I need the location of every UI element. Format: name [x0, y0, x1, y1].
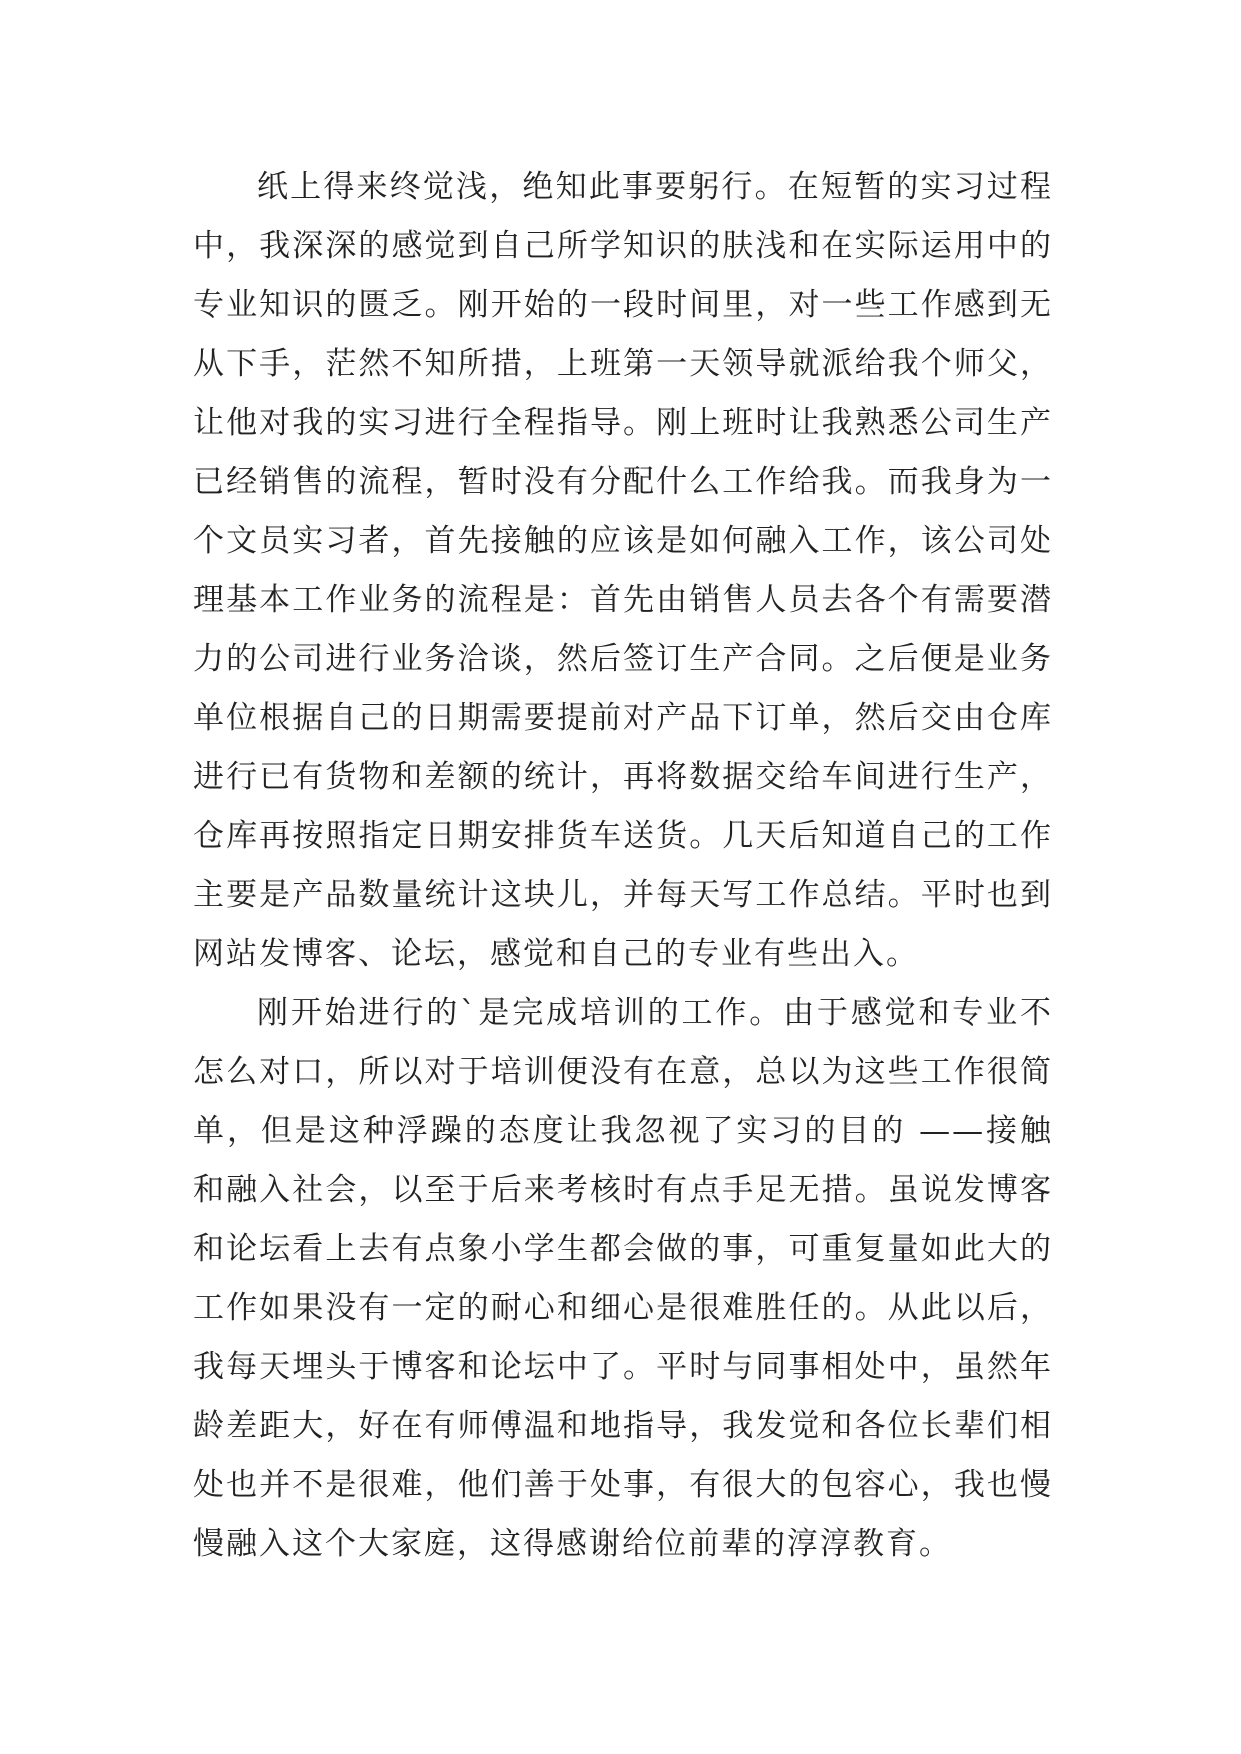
text-line: 纸上得来终觉浅，绝知此事要躬行。在短暂的实习过程: [257, 169, 1053, 205]
text-line: 单，但是这种浮躁的态度让我忽视了实习的目的 ——接触: [193, 1113, 1053, 1149]
text-line: 我每天埋头于博客和论坛中了。平时与同事相处中，虽然年: [193, 1349, 1053, 1385]
text-line: 慢融入这个大家庭，这得感谢给位前辈的淳淳教育。: [193, 1526, 952, 1562]
text-line: 已经销售的流程，暂时没有分配什么工作给我。而我身为一: [193, 464, 1053, 500]
text-line: 让他对我的实习进行全程指导。刚上班时让我熟悉公司生产: [193, 405, 1053, 441]
text-line: 从下手，茫然不知所措，上班第一天领导就派给我个师父，: [193, 346, 1053, 382]
text-line: 和融入社会，以至于后来考核时有点手足无措。虽说发博客: [193, 1172, 1053, 1208]
text-line: 中，我深深的感觉到自己所学知识的肤浅和在实际运用中的: [193, 228, 1053, 264]
text-line: 仓库再按照指定日期安排货车送货。几天后知道自己的工作: [193, 818, 1053, 854]
text-line: 主要是产品数量统计这块儿，并每天写工作总结。平时也到: [193, 877, 1053, 913]
text-line: 网站发博客、论坛，感觉和自己的专业有些出入。: [193, 936, 919, 972]
paragraph: [193, 158, 1053, 984]
text-line: 龄差距大，好在有师傅温和地指导，我发觉和各位长辈们相: [193, 1408, 1053, 1444]
text-line: 处也并不是很难，他们善于处事，有很大的包容心，我也慢: [193, 1467, 1053, 1503]
text-line: 单位根据自己的日期需要提前对产品下订单，然后交由仓库: [193, 700, 1053, 736]
text-line: 理基本工作业务的流程是：首先由销售人员去各个有需要潜: [193, 582, 1053, 618]
text-line: 怎么对口，所以对于培训便没有在意，总以为这些工作很简: [193, 1054, 1053, 1090]
text-line: 力的公司进行业务洽谈，然后签订生产合同。之后便是业务: [193, 641, 1053, 677]
text-line: 和论坛看上去有点象小学生都会做的事，可重复量如此大的: [193, 1231, 1053, 1267]
text-line: 专业知识的匮乏。刚开始的一段时间里，对一些工作感到无: [193, 287, 1053, 323]
text-line: 刚开始进行的`是完成培训的工作。由于感觉和专业不: [257, 995, 1053, 1031]
body-text: [193, 158, 1053, 1574]
text-line: 工作如果没有一定的耐心和细心是很难胜任的。从此以后，: [193, 1290, 1053, 1326]
text-line: 进行已有货物和差额的统计，再将数据交给车间进行生产，: [193, 759, 1053, 795]
paragraph: [193, 984, 1053, 1574]
text-line: 个文员实习者，首先接触的应该是如何融入工作，该公司处: [193, 523, 1053, 559]
